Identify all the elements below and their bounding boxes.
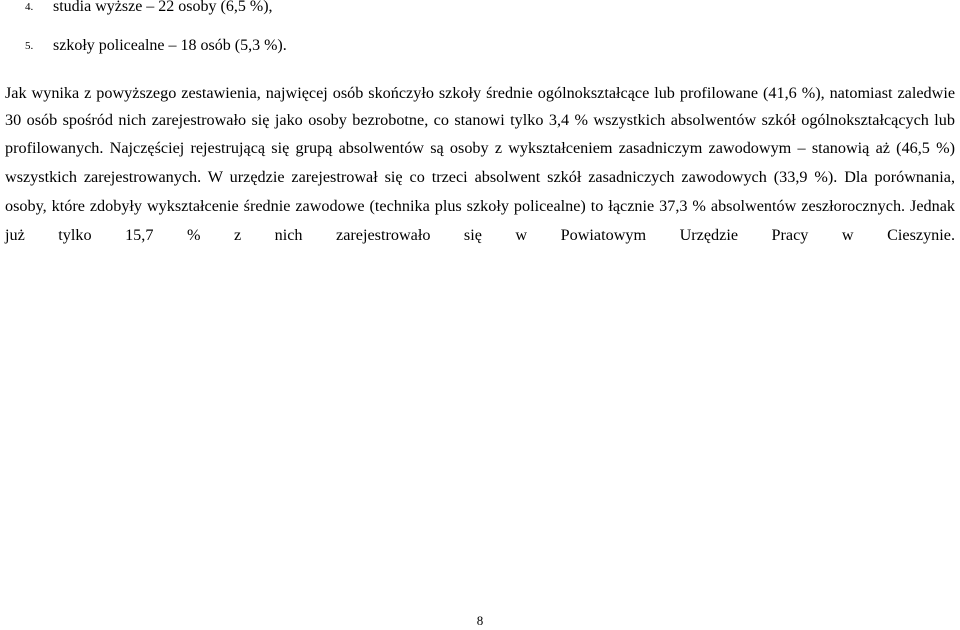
- list-item-text: studia wyższe – 22 osoby (6,5 %),: [53, 0, 273, 15]
- page-number: 8: [476, 613, 484, 628]
- list-item-number: 4.: [25, 1, 34, 13]
- list-item-number: 5.: [25, 40, 34, 52]
- paragraph-line: 30 osób spośród nich zarejestrowało się jako osoby bezrobotne, co stanowi tylko 3,4 % wszystkich absolwentów szkół ogólnokształcących lub: [5, 111, 955, 129]
- list-item-text: szkoły policealne – 18 osób (5,3 %).: [53, 37, 287, 54]
- paragraph-line: wszystkich zarejestrowanych. W urzędzie zarejestrował się co trzeci absolwent szkół zasadniczych zawodowych (33,9 %). Dla porównania,: [5, 168, 955, 186]
- paragraph-line: Jak wynika z powyższego zestawienia, najwięcej osób skończyło szkoły średnie ogólnokształcące lub profilowane (41,6 %), natomiast zaledwie: [5, 84, 955, 102]
- paragraph-line: osoby, które zdobyły wykształcenie średnie zawodowe (technika plus szkoły policealne) to łącznie 37,3 % absolwentów zeszłorocznych. Jednak: [5, 197, 955, 215]
- paragraph-line: profilowanych. Najczęściej rejestrującą się grupą absolwentów są osoby z wykształceniem zasadniczym zawodowym – stanowią aż (46,5 %): [5, 139, 955, 157]
- paragraph-line: już tylko 15,7 % z nich zarejestrowało się w Powiatowym Urzędzie Pracy w Cieszynie.: [5, 226, 955, 244]
